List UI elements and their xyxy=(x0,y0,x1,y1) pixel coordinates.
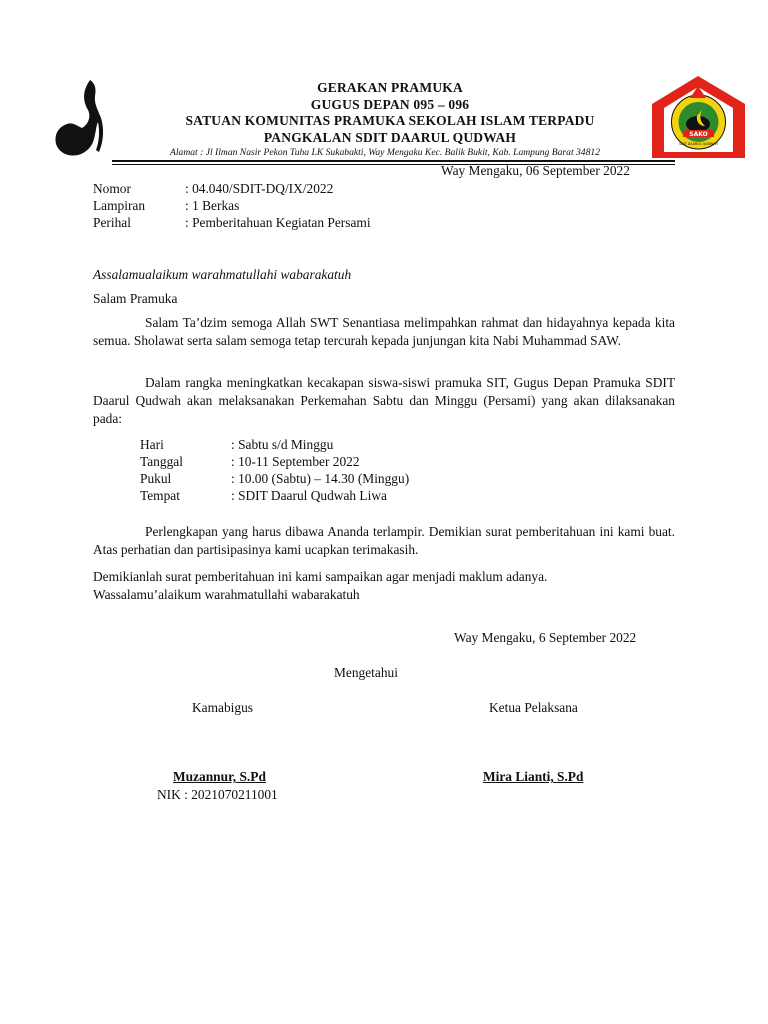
meta-label-nomor: Nomor xyxy=(93,181,131,196)
kop-line-4: PANGKALAN SDIT DAARUL QUDWAH xyxy=(263,130,517,145)
kop-line-3: SATUAN KOMUNITAS PRAMUKA SEKOLAH ISLAM TERPADU xyxy=(185,113,595,128)
meta-label-lampiran: Lampiran xyxy=(93,198,146,213)
closing-line-1: Demikianlah surat pemberitahuan ini kami sampaikan agar menjadi maklum adanya. xyxy=(93,569,548,584)
detail-label-pukul: Pukul xyxy=(140,471,172,486)
kop-rule-thick xyxy=(112,160,675,162)
meta-value-nomor: : 04.040/SDIT-DQ/IX/2022 xyxy=(185,181,334,196)
signer-right-role: Ketua Pelaksana xyxy=(489,700,578,715)
letter-date: Way Mengaku, 06 September 2022 xyxy=(441,163,630,178)
mengetahui-label: Mengetahui xyxy=(334,665,398,680)
detail-value-tempat: : SDIT Daarul Qudwah Liwa xyxy=(231,488,387,503)
salam-pramuka: Salam Pramuka xyxy=(93,291,178,306)
closing-line-2: Wassalamu’alaikum warahmatullahi wabarakatuh xyxy=(93,587,360,602)
signature-date: Way Mengaku, 6 September 2022 xyxy=(454,630,637,645)
detail-value-tanggal: : 10-11 September 2022 xyxy=(231,454,360,469)
kop-line-2: GUGUS DEPAN 095 – 096 xyxy=(310,97,470,112)
detail-label-hari: Hari xyxy=(140,437,164,452)
meta-value-perihal: : Pemberitahuan Kegiatan Persami xyxy=(185,215,371,230)
signer-left-nik: NIK : 2021070211001 xyxy=(157,787,278,802)
greeting: Assalamualaikum warahmatullahi wabarakatuh xyxy=(93,267,352,282)
signer-left-role: Kamabigus xyxy=(192,700,253,715)
kop-line-1: GERAKAN PRAMUKA xyxy=(317,80,463,95)
signer-left-name: Muzannur, S.Pd xyxy=(173,769,266,784)
meta-label-perihal: Perihal xyxy=(93,215,131,230)
paragraph-2: Dalam rangka meningkatkan kecakapan siswa-siswi pramuka SIT, Gugus Depan Pramuka SDIT Daarul Qudwah akan melaksanakan Perkemahan Sabtu dan Minggu (Persami) yang akan dilaksanakan pada: xyxy=(93,375,675,426)
detail-value-pukul: : 10.00 (Sabtu) – 14.30 (Minggu) xyxy=(231,471,410,486)
detail-value-hari: : Sabtu s/d Minggu xyxy=(231,437,334,452)
signer-right-name: Mira Lianti, S.Pd xyxy=(483,769,584,784)
meta-value-lampiran: : 1 Berkas xyxy=(185,198,240,213)
pramuka-logo xyxy=(52,78,108,162)
sako-logo xyxy=(650,74,747,160)
sako-label: SAKO xyxy=(689,131,708,138)
detail-label-tanggal: Tanggal xyxy=(140,454,183,469)
sako-sub-label: SDIT DAARUL QUDWAH xyxy=(679,142,718,146)
kop-address: Alamat : Jl Ilman Nasir Pekon Tuha LK Sukabakti, Way Mengaku Kec. Balik Bukit, Kab. Lampung Barat 34812 xyxy=(170,147,600,158)
detail-label-tempat: Tempat xyxy=(140,488,180,503)
paragraph-3: Perlengkapan yang harus dibawa Ananda terlampir. Demikian surat pemberitahuan ini kami buat. Atas perhatian dan partisipasinya kami ucapkan terimakasih. xyxy=(93,524,675,557)
paragraph-1: Salam Ta’dzim semoga Allah SWT Senantiasa melimpahkan rahmat dan hidayahnya kepada kita semua. Sholawat serta salam semoga tetap tercurah kepada junjungan kita Nabi Muhammad SAW. xyxy=(93,315,675,348)
